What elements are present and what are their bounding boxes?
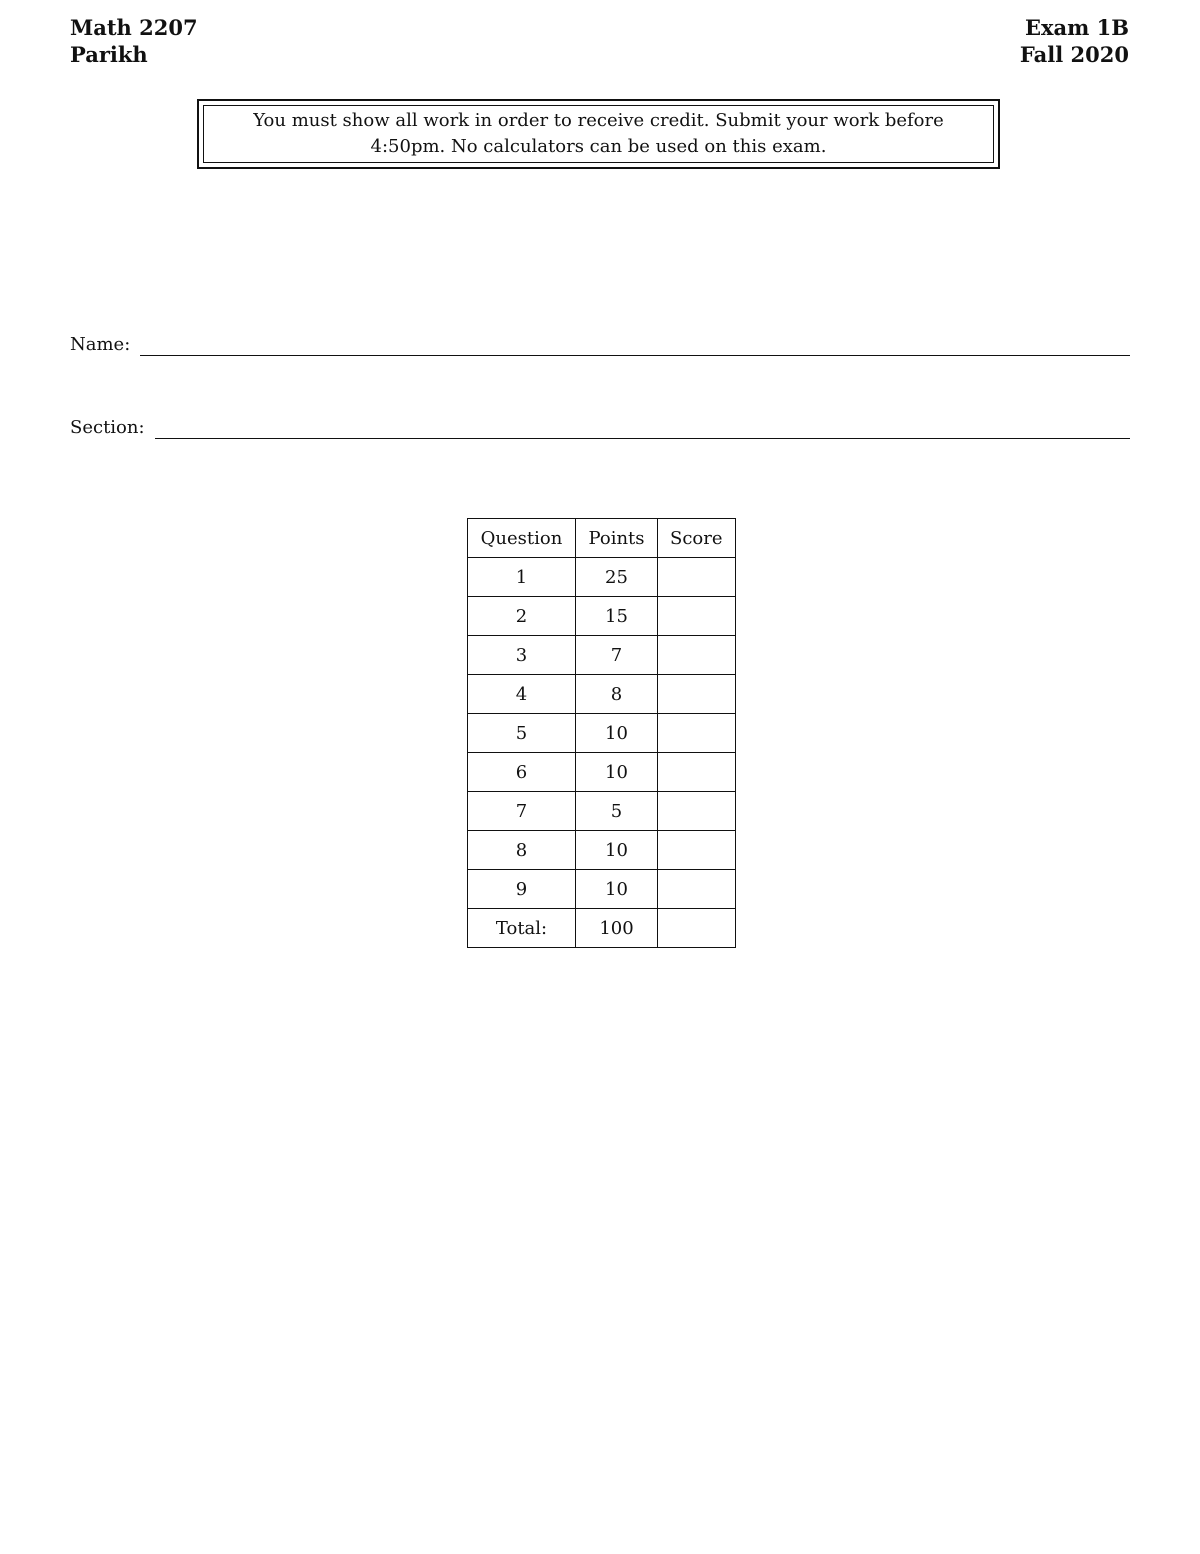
question-points: 25 (576, 558, 658, 597)
question-score (658, 636, 736, 675)
question-points: 10 (576, 753, 658, 792)
question-number: 1 (468, 558, 576, 597)
table-row (468, 792, 736, 831)
question-number: 4 (468, 675, 576, 714)
table-row (468, 636, 736, 675)
total-points: 100 (576, 909, 658, 948)
name-label: Name: (70, 334, 131, 355)
question-number: 5 (468, 714, 576, 753)
instructions-line-1: You must show all work in order to receive credit. Submit your work before (253, 110, 944, 131)
total-score (658, 909, 736, 948)
header-score: Score (658, 519, 736, 558)
total-label: Total: (468, 909, 576, 948)
question-points: 15 (576, 597, 658, 636)
instructions-box-inner (203, 105, 994, 163)
question-points: 7 (576, 636, 658, 675)
question-score (658, 558, 736, 597)
header-question: Question (468, 519, 576, 558)
question-number: 3 (468, 636, 576, 675)
total-row (468, 909, 736, 948)
question-points: 10 (576, 714, 658, 753)
name-field (70, 334, 1130, 356)
instructor-name: Parikh (70, 42, 148, 67)
section-label: Section: (70, 417, 145, 438)
table-row (468, 675, 736, 714)
exam-term: Fall 2020 (1019, 42, 1129, 67)
question-score (658, 753, 736, 792)
question-points: 10 (576, 831, 658, 870)
table-row (468, 597, 736, 636)
table-row (468, 714, 736, 753)
question-points: 5 (576, 792, 658, 831)
table-row (468, 870, 736, 909)
question-score (658, 870, 736, 909)
question-number: 9 (468, 870, 576, 909)
grade-table (467, 518, 736, 948)
question-number: 2 (468, 597, 576, 636)
question-score (658, 831, 736, 870)
table-row (468, 831, 736, 870)
question-score (658, 792, 736, 831)
exam-title: Exam 1B (1024, 15, 1129, 40)
question-points: 10 (576, 870, 658, 909)
question-number: 8 (468, 831, 576, 870)
grade-table-header-row (468, 519, 736, 558)
course-title: Math 2207 (70, 15, 198, 40)
section-blank-line (155, 418, 1130, 439)
header-left (70, 14, 198, 68)
table-row (468, 558, 736, 597)
question-score (658, 675, 736, 714)
question-points: 8 (576, 675, 658, 714)
section-field (70, 417, 1130, 439)
header-points: Points (576, 519, 658, 558)
name-blank-line (140, 335, 1130, 356)
instructions-line-2: 4:50pm. No calculators can be used on this exam. (370, 136, 827, 157)
header-right (1020, 14, 1129, 68)
instructions-text (253, 108, 944, 160)
question-score (658, 714, 736, 753)
instructions-box (197, 99, 1000, 169)
question-number: 6 (468, 753, 576, 792)
table-row (468, 753, 736, 792)
question-score (658, 597, 736, 636)
question-number: 7 (468, 792, 576, 831)
